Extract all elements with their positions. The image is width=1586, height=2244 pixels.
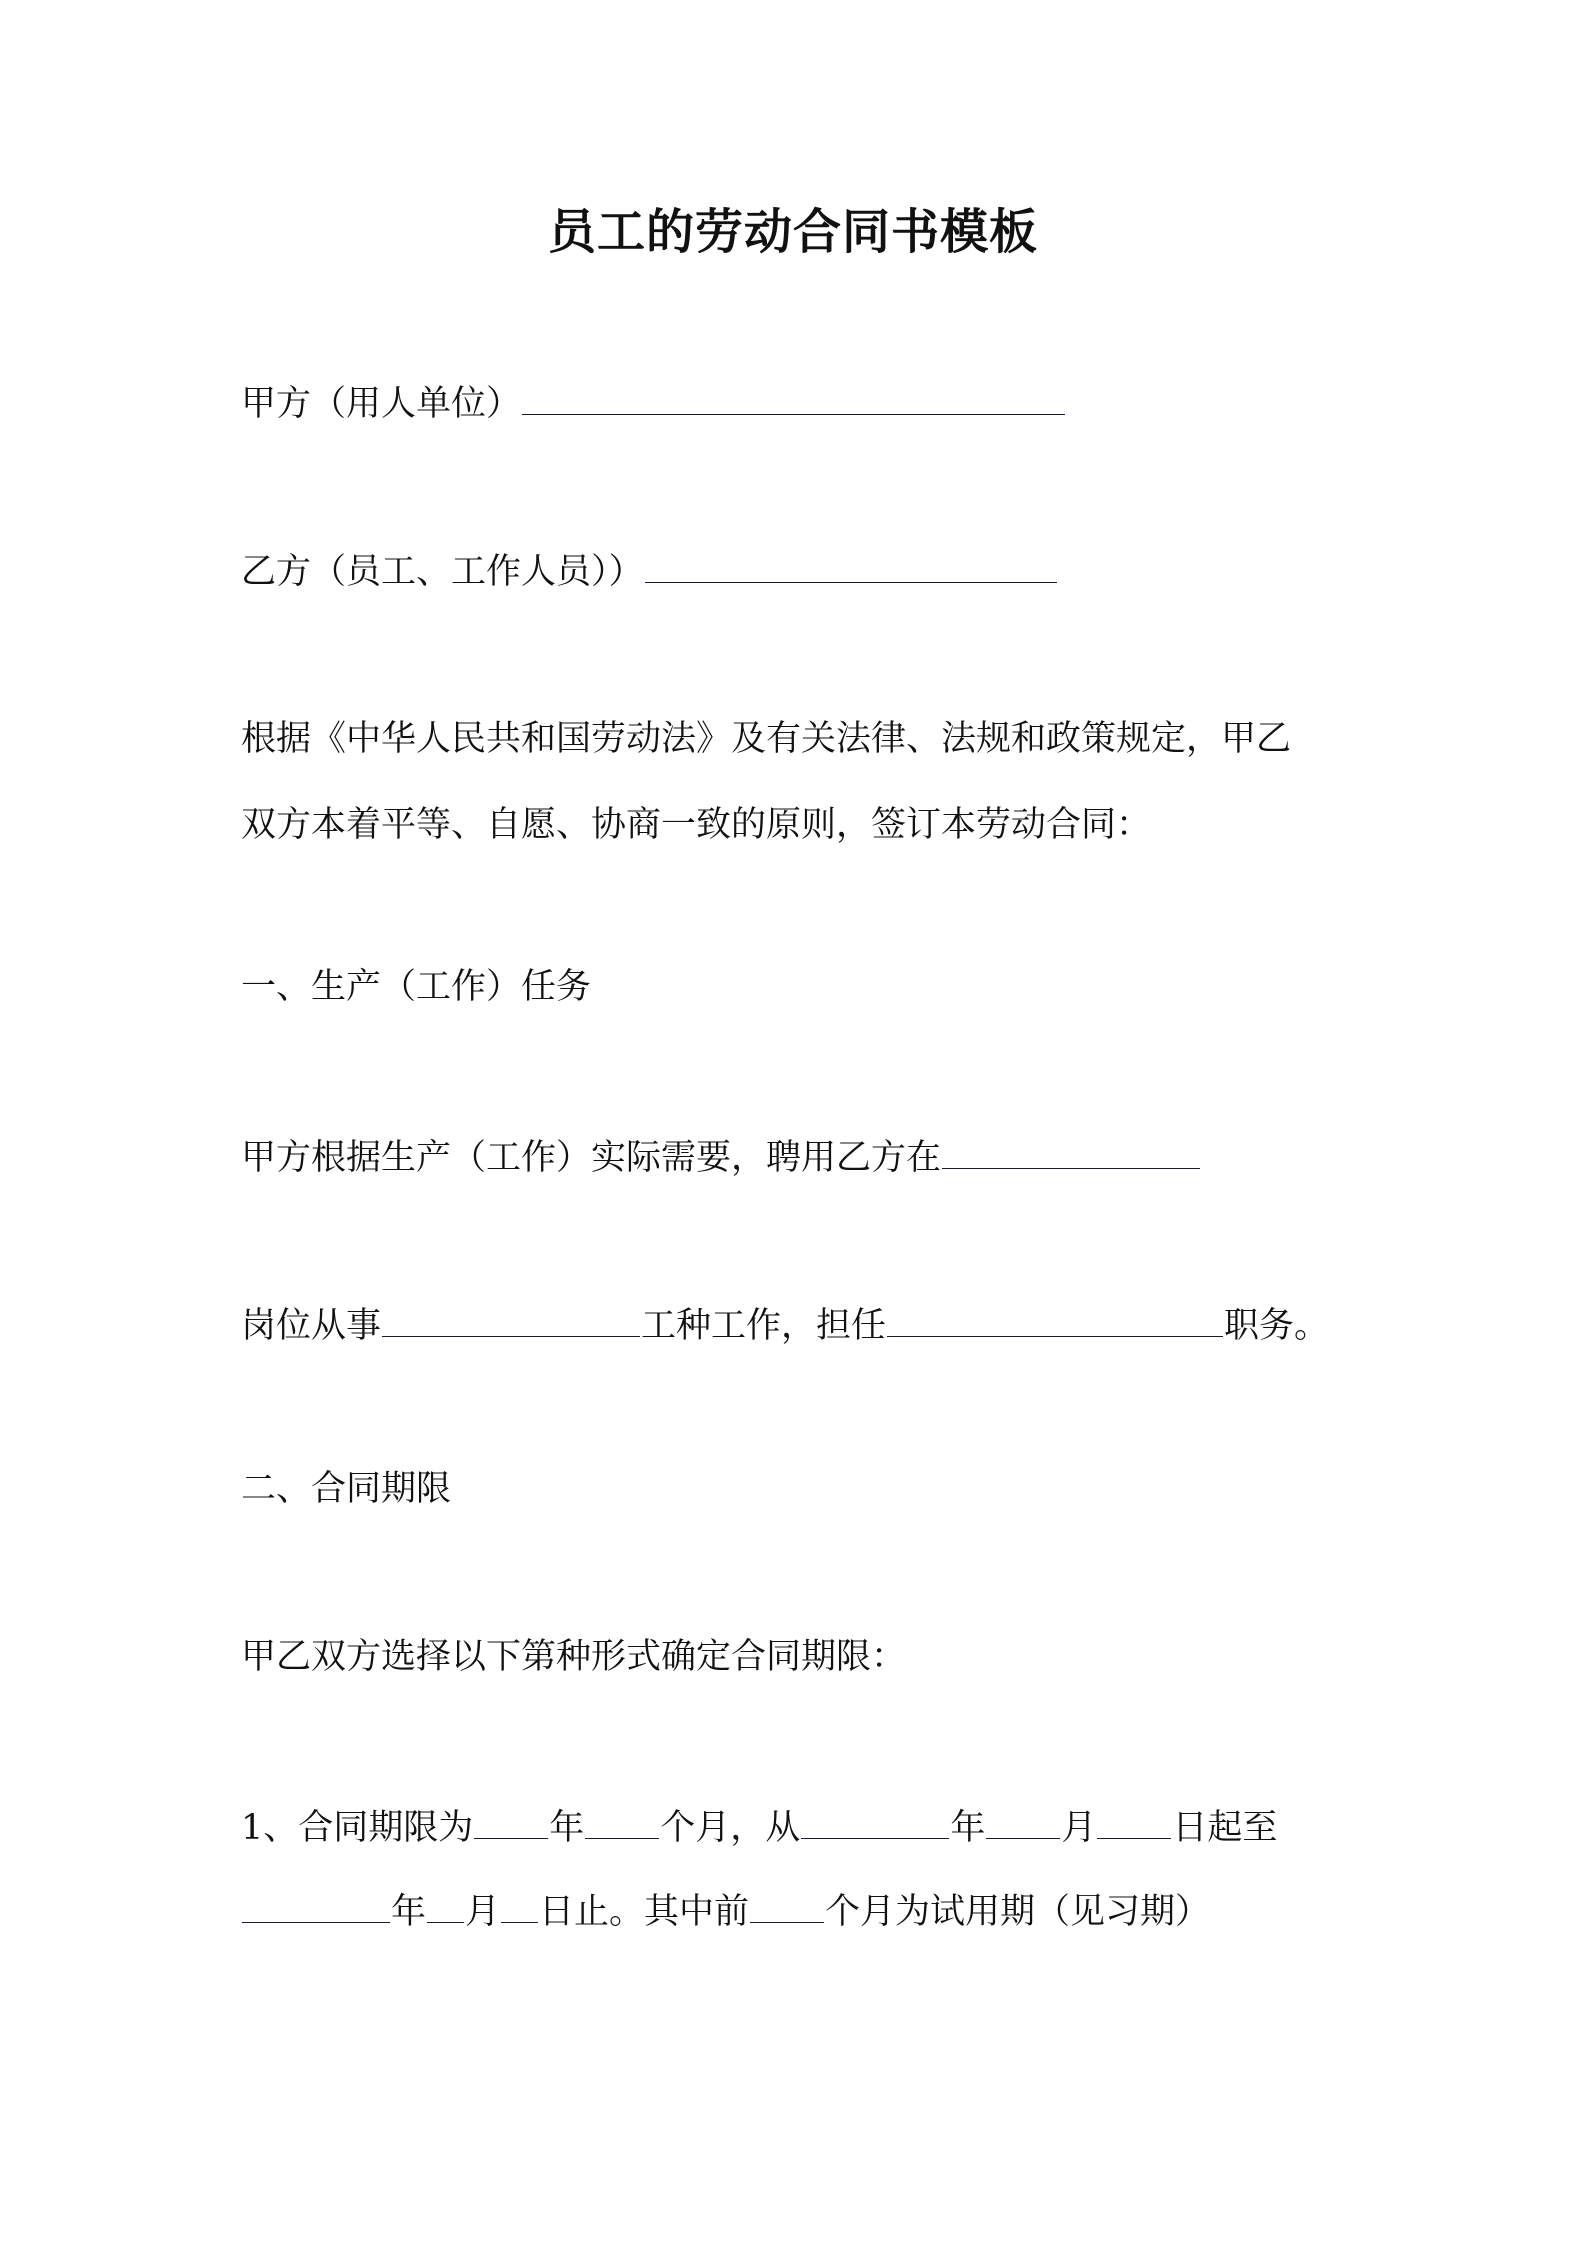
start-day-blank[interactable]	[1097, 1800, 1171, 1839]
section-1-line-2-text-a: 岗位从事	[241, 1306, 382, 1346]
section-1-heading: 一、生产（工作）任务	[241, 967, 592, 1007]
party-b-line	[241, 544, 1058, 597]
start-year-blank[interactable]	[801, 1800, 949, 1839]
term-line-1	[241, 1800, 1277, 1853]
party-a-label: 甲方（用人单位）	[241, 384, 522, 424]
term-1-text-c: 个月，从	[660, 1808, 801, 1848]
end-day-blank[interactable]	[501, 1884, 538, 1923]
term-2-text-a: 年	[391, 1892, 427, 1932]
probation-months-blank[interactable]	[750, 1884, 824, 1923]
term-2-text-b: 月	[465, 1892, 501, 1932]
job-type-blank[interactable]	[382, 1298, 640, 1337]
term-1-text-d: 年	[950, 1808, 986, 1848]
section-1-line-2-text-c: 职务。	[1224, 1306, 1330, 1346]
job-title-blank[interactable]	[887, 1298, 1223, 1337]
end-year-blank[interactable]	[242, 1884, 390, 1923]
end-month-blank[interactable]	[427, 1884, 464, 1923]
preamble-line-1: 根据《中华人民共和国劳动法》及有关法律、法规和政策规定，甲乙	[241, 719, 1292, 759]
party-b-blank[interactable]	[645, 544, 1057, 583]
work-location-blank[interactable]	[942, 1130, 1200, 1169]
party-a-blank[interactable]	[522, 376, 1065, 415]
term-1-text-f: 日起至	[1172, 1808, 1278, 1848]
party-a-line	[241, 376, 1066, 429]
section-1-line-1	[241, 1130, 1201, 1183]
term-1-text-b: 年	[549, 1808, 585, 1848]
term-line-2	[241, 1884, 1210, 1937]
section-2-heading: 二、合同期限	[241, 1469, 452, 1509]
party-b-label: 乙方（员工、工作人员））	[241, 552, 644, 592]
section-1-line-2	[241, 1298, 1329, 1351]
term-1-text-a: 1、合同期限为	[241, 1808, 474, 1848]
term-1-text-e: 月	[1061, 1808, 1097, 1848]
document-title: 员工的劳动合同书模板	[547, 204, 1038, 260]
preamble-line-2: 双方本着平等、自愿、协商一致的原则，签订本劳动合同：	[241, 805, 1152, 845]
term-2-text-c: 日止。其中前	[539, 1892, 750, 1932]
section-1-line-1-text: 甲方根据生产（工作）实际需要，聘用乙方在	[241, 1138, 942, 1178]
section-1-line-2-text-b: 工种工作，担任	[641, 1306, 887, 1346]
start-month-blank[interactable]	[986, 1800, 1060, 1839]
section-2-intro: 甲乙双方选择以下第种形式确定合同期限：	[241, 1637, 907, 1677]
term-2-text-d: 个月为试用期（见习期）	[825, 1892, 1211, 1932]
term-years-blank[interactable]	[474, 1800, 548, 1839]
term-months-blank[interactable]	[585, 1800, 659, 1839]
